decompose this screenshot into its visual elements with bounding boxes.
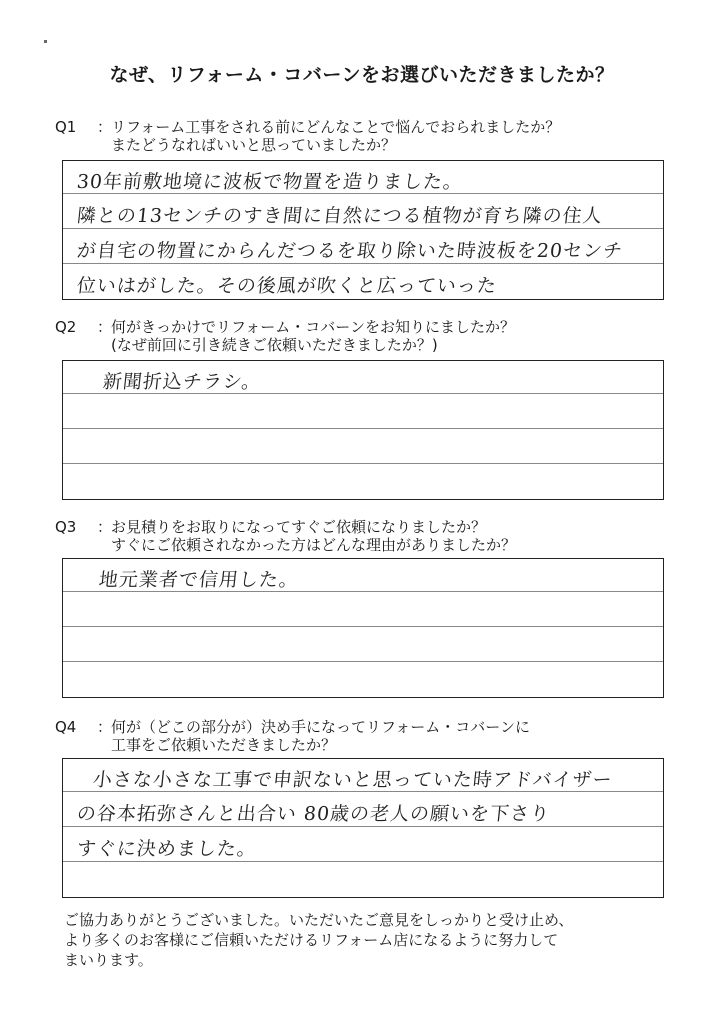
answer-2-line-1: 新聞折込チラシ。 (101, 371, 263, 393)
question-1 (55, 118, 560, 154)
question-4-sep: ： (97, 718, 113, 736)
closing-line-1: ご協力ありがとうございました。いただいたご意見をしっかりと受け止め、 (64, 911, 574, 929)
question-2-sep: ： (97, 318, 113, 336)
answer-rule (63, 228, 663, 229)
question-1-sep: ： (97, 118, 113, 136)
page-title: なぜ、リフォーム・コバーンをお選びいただきましたか？ (109, 64, 615, 86)
question-4-line-1: 何が（どこの部分が）決め手になってリフォーム・コバーンに (111, 718, 530, 736)
question-2-line-1: 何がきっかけでリフォーム・コバーンをお知りにましたか？ (111, 318, 515, 336)
question-2-label: Q2 (55, 318, 77, 336)
answer-4-line-1: 小さな小さな工事で申訳ないと思っていた時アドバイザー (91, 769, 614, 791)
question-3-line-1: お見積りをお取りになってすぐご依頼になりましたか？ (111, 518, 487, 536)
closing-message (64, 910, 674, 970)
answer-rule (63, 263, 663, 264)
answer-box-1 (62, 160, 664, 300)
closing-line-3: まいります。 (64, 951, 153, 969)
question-1-line-1: リフォーム工事をされる前にどんなことで悩んでおられましたか？ (111, 118, 561, 136)
closing-line-2: より多くのお客様にご信頼いただけるリフォーム店になるように努力して (64, 931, 559, 949)
answer-rule (63, 826, 663, 827)
question-2 (55, 318, 515, 354)
question-1-line-2: またどうなればいいと思っていましたか？ (111, 136, 397, 154)
question-4 (55, 718, 530, 754)
answer-4-line-2: の谷本拓弥さんと出合い 80歳の老人の願いを下さり (75, 803, 552, 825)
question-3-line-2: すぐにご依頼されなかった方はどんな理由がありましたか？ (111, 536, 517, 554)
question-4-label: Q4 (55, 718, 77, 736)
answer-box-2 (62, 360, 664, 500)
answer-rule (63, 861, 663, 862)
answer-rule (63, 626, 663, 627)
answer-box-3 (62, 558, 664, 698)
question-3 (55, 518, 516, 554)
question-1-label: Q1 (55, 118, 77, 136)
scan-speck (44, 40, 47, 43)
question-2-line-2: (なぜ前回に引き続きご依頼いただきましたか？) (111, 336, 438, 354)
answer-rule (63, 661, 663, 662)
answer-1-line-4: 位いはがした。その後風が吹くと広っていった (75, 275, 499, 297)
answer-1-line-2: 隣との13センチのすき間に自然につる植物が育ち隣の住人 (75, 205, 604, 227)
question-3-sep: ： (97, 518, 113, 536)
answer-1-line-1: 30年前敷地境に波板で物置を造りました。 (75, 171, 465, 193)
answer-3-line-1: 地元業者で信用した。 (97, 569, 301, 591)
answer-box-4 (62, 758, 664, 898)
answer-4-line-3: すぐに決めました。 (75, 838, 259, 860)
answer-rule (63, 463, 663, 464)
question-4-line-2: 工事をご依頼いただきましたか？ (111, 736, 337, 754)
answer-rule (63, 428, 663, 429)
answer-1-line-3: が自宅の物置にからんだつるを取り除いた時波板を20センチ (75, 240, 625, 262)
question-3-label: Q3 (55, 518, 77, 536)
